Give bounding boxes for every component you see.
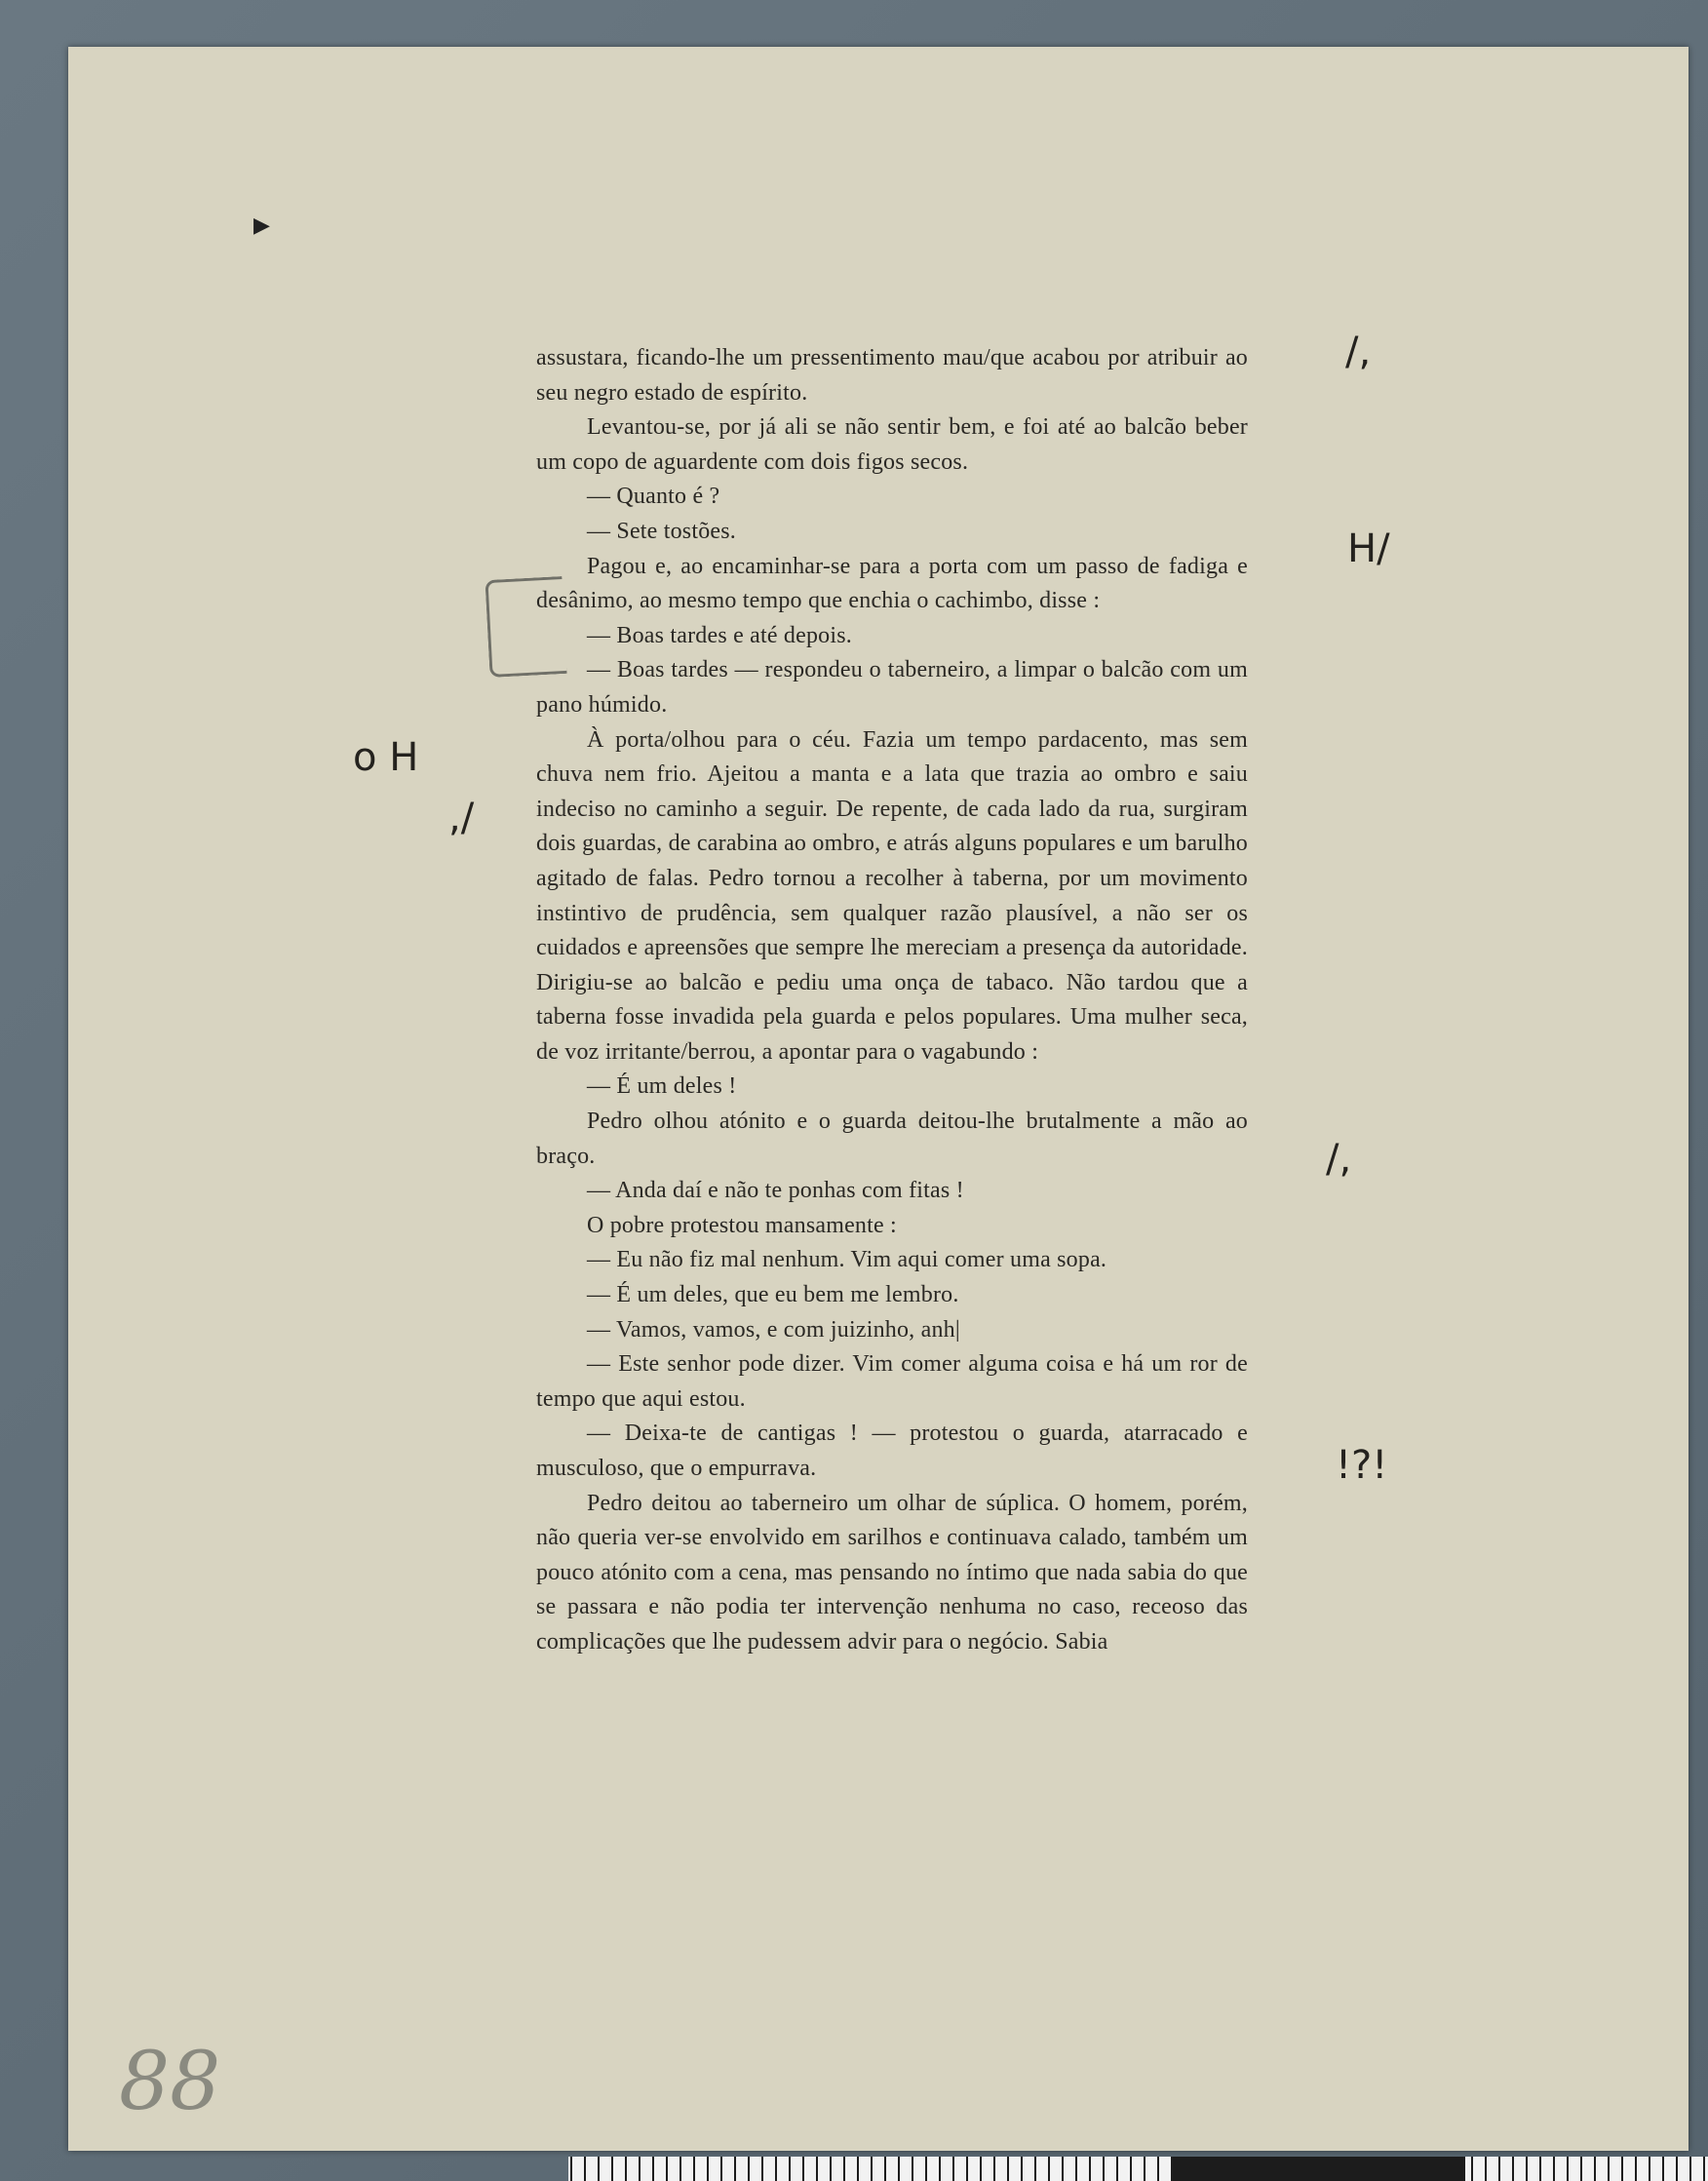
proof-bracket-mark [485, 576, 566, 678]
paragraph-16: — Este senhor pode dizer. Vim comer alguma coisa e há um ror de tempo que aqui estou. [536, 1351, 1248, 1412]
paragraph-14: — É um deles, que eu bem me lembro. [587, 1282, 959, 1308]
paragraph-9: — É um deles ! [587, 1073, 737, 1100]
paragraph-11: — Anda daí e não te ponhas com fitas ! [587, 1178, 964, 1204]
handwritten-page-number: 88 [119, 2036, 221, 2128]
margin-note-6: !?! [1336, 1443, 1388, 1488]
margin-note-5: /, [1326, 1137, 1352, 1182]
margin-note-2: H/ [1347, 526, 1390, 571]
paragraph-3: — Quanto é ? [587, 484, 720, 510]
margin-note-1: /, [1345, 330, 1372, 374]
paragraph-6: — Boas tardes e até depois. [587, 622, 852, 648]
paragraph-7: — Boas tardes — respondeu o taberneiro, a limpar o balcão com um pano húmido. [536, 657, 1248, 718]
paragraph-8: À porta/olhou para o céu. Fazia um tempo pardacento, mas sem chuva nem frio. Ajeitou a manta e a lata que trazia ao ombro e saiu indeciso no caminho a seguir. De repente, de cada lado da rua, surgiram dois guardas, de carabina ao ombro, e atrás alguns populares e um barulho agitado de falas. Pedro tornou a recolher à taberna, por um movimento instintivo de prudência, sem qualquer razão plausível, a não ser os cuidados e apreensões que sempre lhe mereciam a presença da autoridade. Dirigiu-se ao balcão e pediu uma onça de tabaco. Não tardou que a taberna fosse invadida pela guarda e pelos populares. Uma mulher seca, de voz irritante/berrou, a apontar para o vagabundo : [536, 726, 1248, 1065]
paragraph-13: — Eu não fiz mal nenhum. Vim aqui comer uma sopa. [587, 1247, 1107, 1273]
paragraph-17: — Deixa-te de cantigas ! — protestou o guarda, atarracado e musculoso, que o empurrava. [536, 1421, 1248, 1481]
paragraph-10: Pedro olhou atónito e o guarda deitou-lhe brutalmente a mão ao braço. [536, 1109, 1248, 1169]
punch-mark: ▶ [253, 213, 270, 237]
paragraph-15: — Vamos, vamos, e com juizinho, anh| [587, 1316, 960, 1343]
paragraph-2: Levantou-se, por já ali se não sentir bem, e foi até ao balcão beber um copo de aguardente com dois figos secos. [536, 414, 1248, 475]
paragraph-12: O pobre protestou mansamente : [587, 1212, 897, 1238]
margin-note-3: o H [353, 735, 419, 780]
paragraph-1: assustara, ficando-lhe um pressentimento mau/que acabou por atribuir ao seu negro estado de espírito. [536, 345, 1248, 406]
paragraph-18: Pedro deitou ao taberneiro um olhar de súplica. O homem, porém, não queria ver-se envolvido em sarilhos e continuava calado, também um pouco atónito com a cena, mas pensando no íntimo que nada sabia do que se passara e não podia ter intervenção nenhuma no caso, receoso das complicações que lhe pudessem advir para o negócio. Sabia [536, 1490, 1248, 1655]
margin-note-4: ,/ [448, 796, 475, 840]
paragraph-5: Pagou e, ao encaminhar-se para a porta com um passo de fadiga e desânimo, ao mesmo tempo que enchia o cachimbo, disse : [536, 553, 1248, 614]
color-scale-ruler [568, 2157, 1708, 2181]
ruler-dark-segment [1173, 2157, 1465, 2181]
body-text [536, 341, 1248, 1660]
paragraph-4: — Sete tostões. [587, 518, 736, 544]
document-page [68, 47, 1689, 2151]
